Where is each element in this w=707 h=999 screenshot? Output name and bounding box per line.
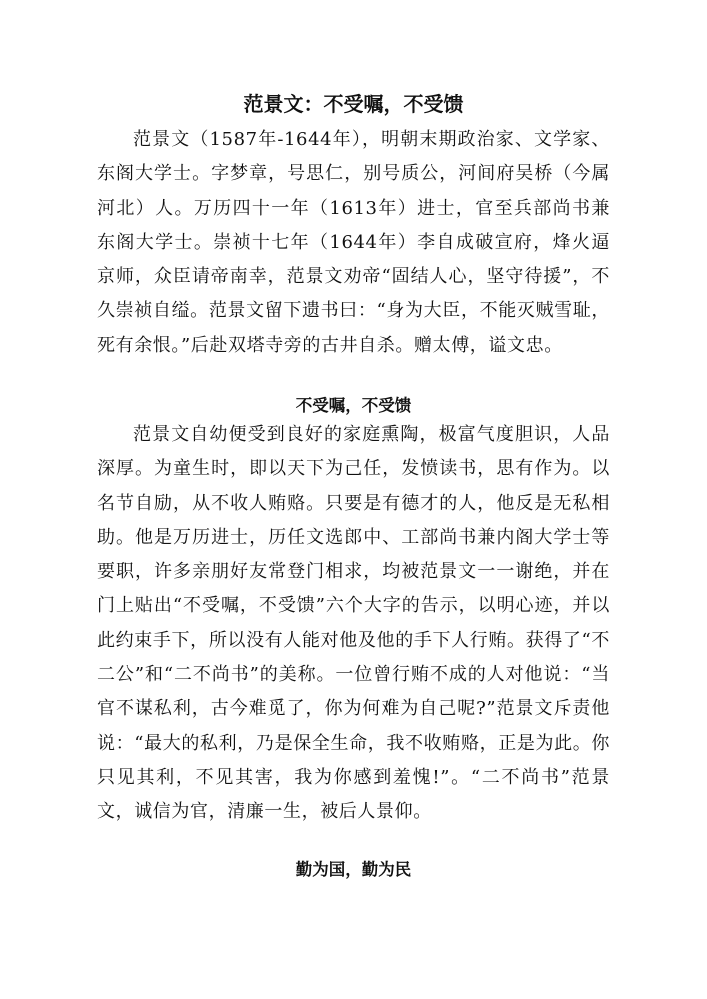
section-body-1: 范景文自幼便受到良好的家庭熏陶，极富气度胆识，人品深厚。为童生时，即以天下为己任，发愤读书，思有作为。以名节自励，从不收人贿赂。只要是有德才的人，他反是无私相助。他是万历进士，历任文选郎中、工部尚书兼内阁大学士等要职，许多亲朋好友常登门相求，均被范景文一一谢绝，并在门上贴出“不受嘱，不受馈”六个大字的告示，以明心迹，并以此约束手下，所以没有人能对他及他的手下人行贿。获得了“不二公”和“二不尚书”的美称。一位曾行贿不成的人对他说：“当官不谋私利，古今难觅了，你为何难为自己呢?”范景文斥责他说：“最大的私利，乃是保全生命，我不收贿赂，正是为此。你只见其利，不见其害，我为你感到羞愧!”。“二不尚书”范景文，诚信为官，清廉一生，被后人景仰。 bbox=[97, 424, 610, 823]
section-heading-2: 勤为国，勤为民 bbox=[295, 860, 412, 879]
page-title: 范景文：不受嘱，不受馈 bbox=[243, 92, 464, 116]
section-heading-1: 不受嘱，不受馈 bbox=[295, 396, 412, 415]
intro-paragraph: 范景文（1587年-1644年），明朝末期政治家、文学家、东阁大学士。字梦章，号思仁，别号质公，河间府吴桥（今属河北）人。万历四十一年（1613年）进士，官至兵部尚书兼东阁大学士。崇祯十七年（1644年）李自成破宣府，烽火逼京师，众臣请帝南幸，范景文劝帝“固结人心，坚守待援”，不久崇祯自缢。范景文留下遗书曰：“身为大臣，不能灭贼雪耻，死有余恨。”后赴双塔寺旁的古井自杀。赠太傅，谥文忠。 bbox=[97, 129, 610, 356]
